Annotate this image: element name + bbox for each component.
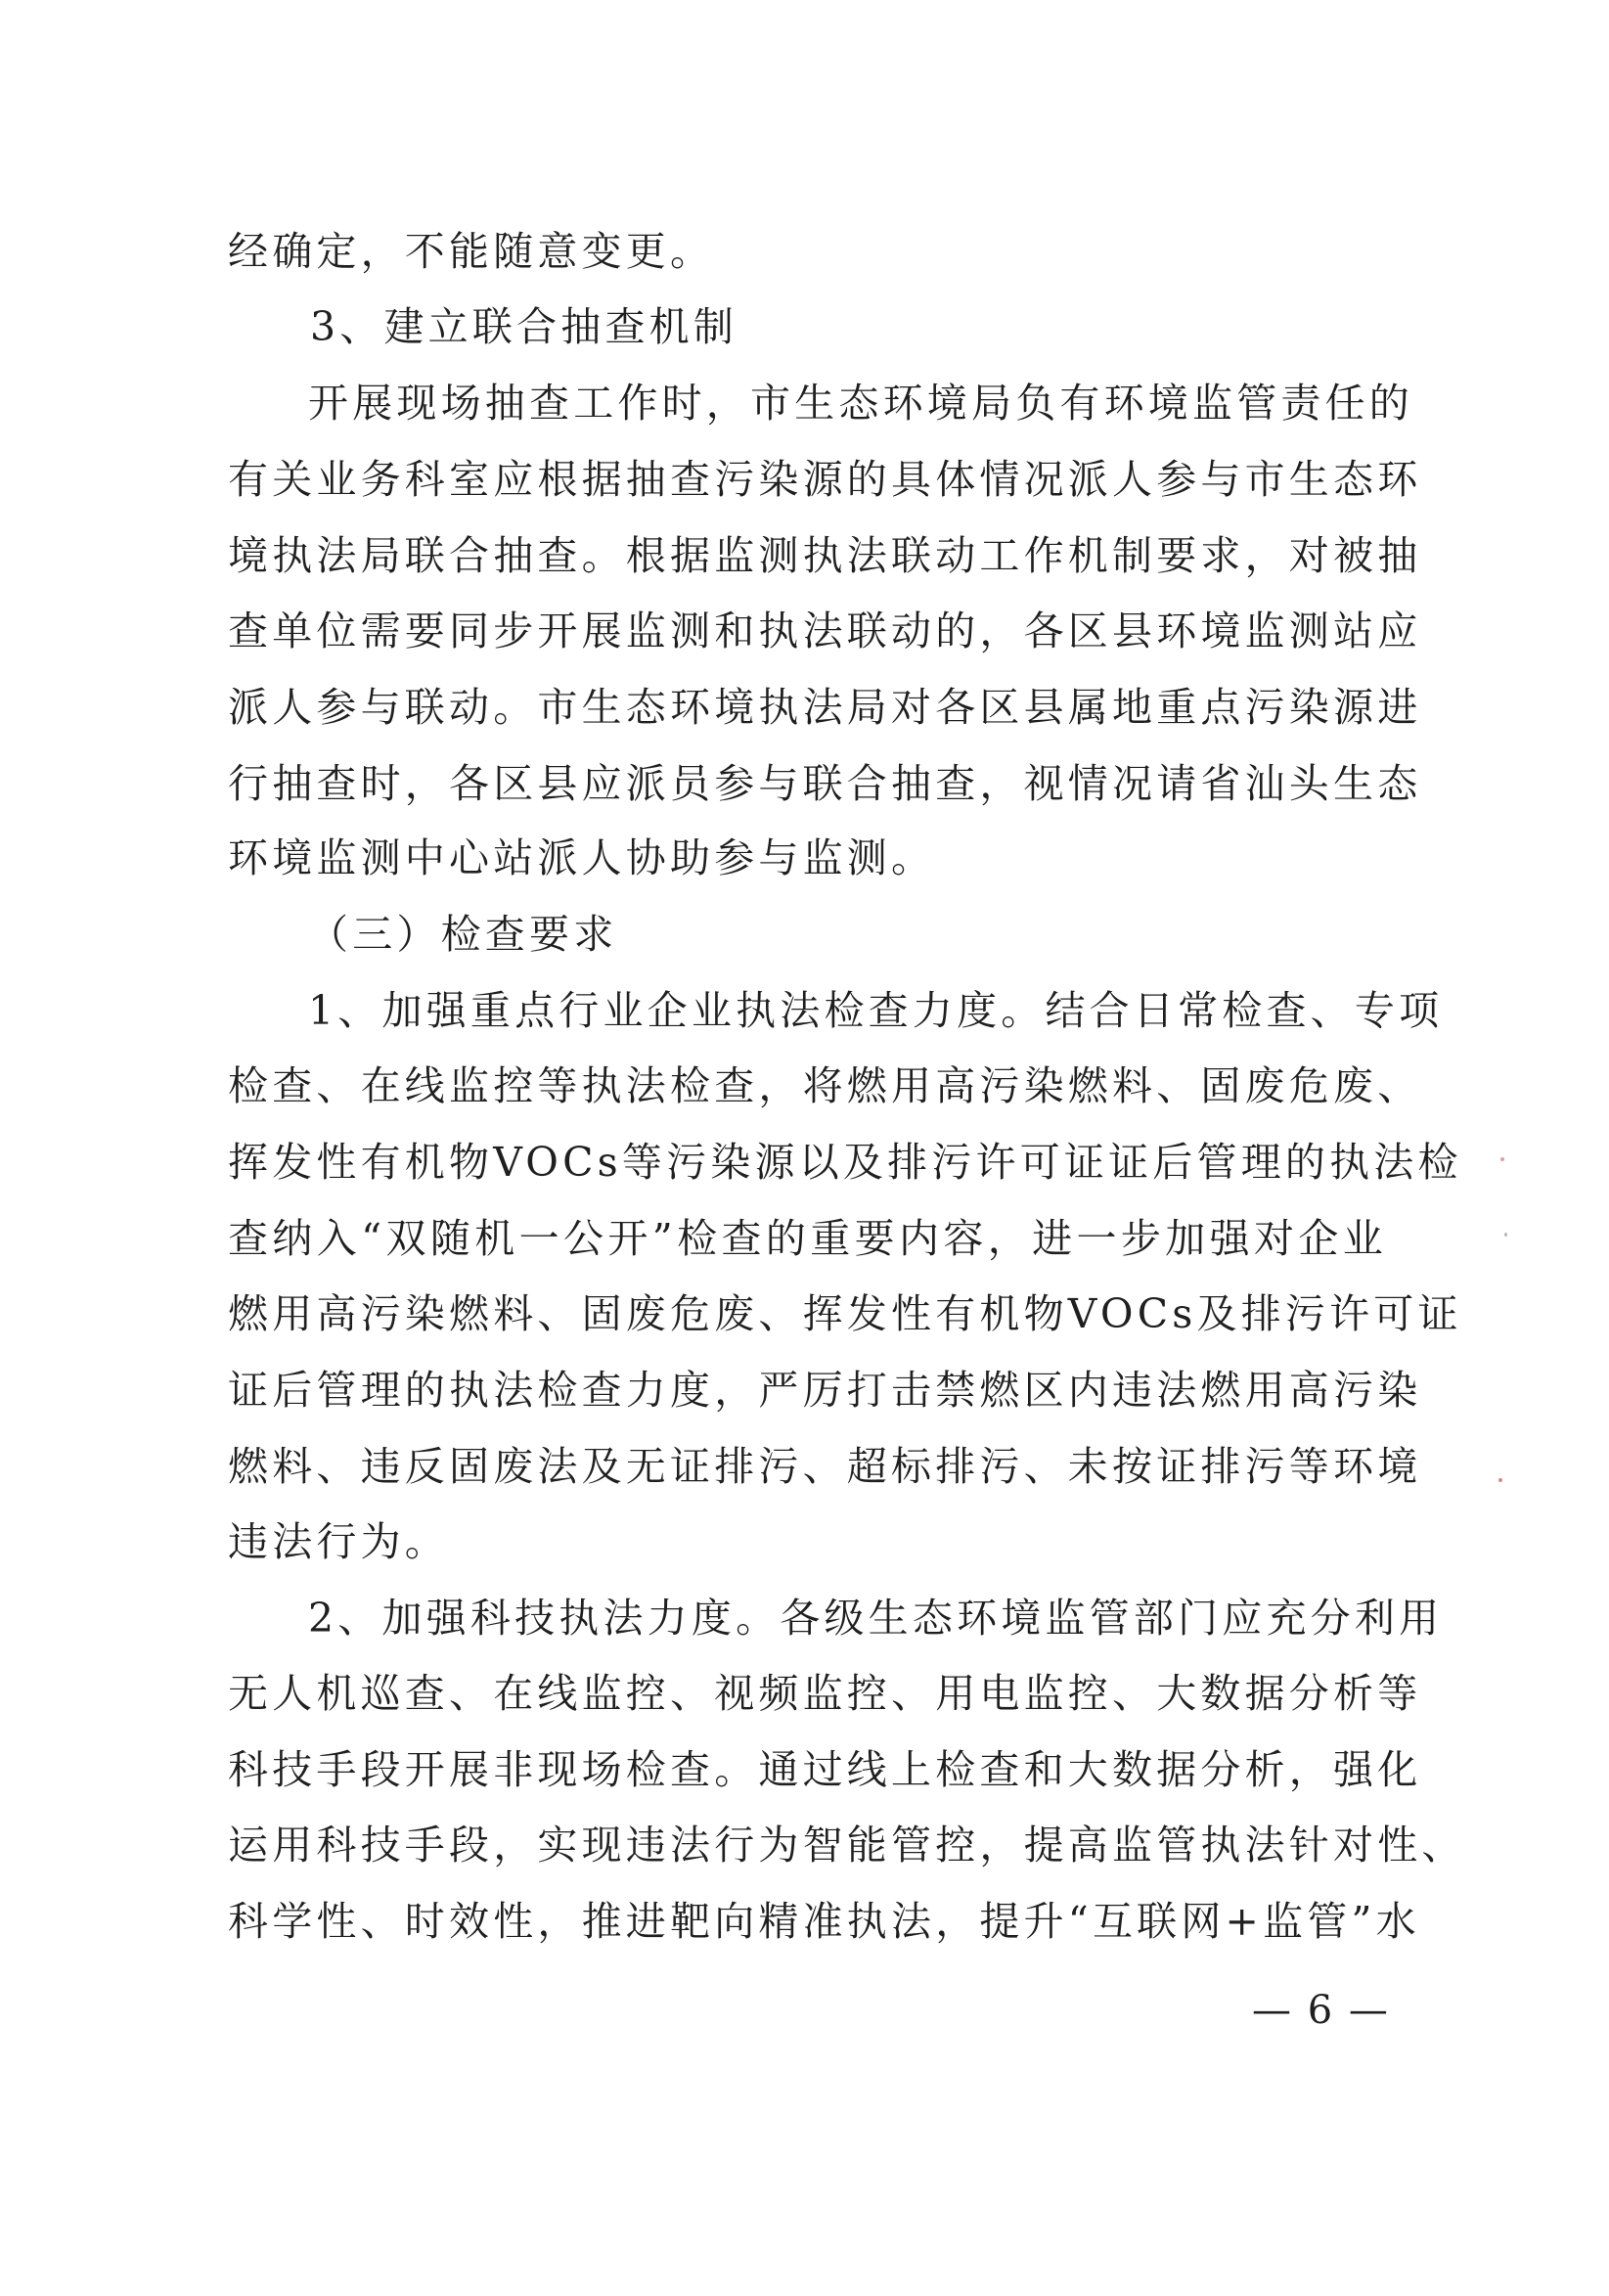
- paragraph-line: 挥发性有机物VOCs等污染源以及排污许可证证后管理的执法检: [228, 1139, 1462, 1186]
- section-heading: （三）检查要求: [308, 911, 618, 958]
- paragraph-line: 行抽查时，各区县应派员参与联合抽查，视情况请省汕头生态: [228, 760, 1422, 807]
- text-line: 经确定，不能随意变更。: [228, 228, 715, 275]
- paragraph-line: 证后管理的执法检查力度，严厉打击禁燃区内违法燃用高污染: [228, 1367, 1422, 1414]
- section-heading: 3、建立联合抽查机制: [310, 303, 738, 350]
- paragraph-line: 有关业务科室应根据抽查污染源的具体情况派人参与市生态环: [228, 456, 1422, 503]
- scan-speck: [1498, 1478, 1502, 1482]
- paragraph-line: 燃料、违反固废法及无证排污、超标排污、未按证排污等环境: [228, 1443, 1422, 1490]
- paragraph-line: 开展现场抽查工作时，市生态环境局负有环境监管责任的: [308, 380, 1413, 427]
- paragraph-line: 境执法局联合抽查。根据监测执法联动工作机制要求，对被抽: [228, 532, 1422, 579]
- paragraph-line: 查纳入“双随机一公开”检查的重要内容，进一步加强对企业: [228, 1215, 1387, 1262]
- page-number: — 6 —: [1252, 1988, 1390, 2033]
- paragraph-line: 科学性、时效性，推进靶向精准执法，提升“互联网+监管”水: [228, 1898, 1420, 1945]
- scan-speck: [1504, 1233, 1507, 1237]
- paragraph-line: 运用科技手段，实现违法行为智能管控，提高监管执法针对性、: [228, 1822, 1466, 1868]
- scan-speck: [1500, 1157, 1504, 1161]
- paragraph-line: 查单位需要同步开展监测和执法联动的，各区县环境监测站应: [228, 608, 1422, 654]
- paragraph-line: 燃用高污染燃料、固废危废、挥发性有机物VOCs及排污许可证: [228, 1290, 1462, 1337]
- paragraph-line: 科技手段开展非现场检查。通过线上检查和大数据分析，强化: [228, 1746, 1422, 1793]
- paragraph-line: 环境监测中心站派人协助参与监测。: [228, 834, 936, 881]
- paragraph-line: 1、加强重点行业企业执法检查力度。结合日常检查、专项: [308, 987, 1444, 1034]
- paragraph-line: 无人机巡查、在线监控、视频监控、用电监控、大数据分析等: [228, 1670, 1422, 1717]
- paragraph-line: 违法行为。: [228, 1518, 449, 1565]
- paragraph-line: 派人参与联动。市生态环境执法局对各区县属地重点污染源进: [228, 684, 1422, 731]
- paragraph-line: 2、加强科技执法力度。各级生态环境监管部门应充分利用: [308, 1595, 1444, 1642]
- paragraph-line: 检查、在线监控等执法检查，将燃用高污染燃料、固废危废、: [228, 1062, 1422, 1109]
